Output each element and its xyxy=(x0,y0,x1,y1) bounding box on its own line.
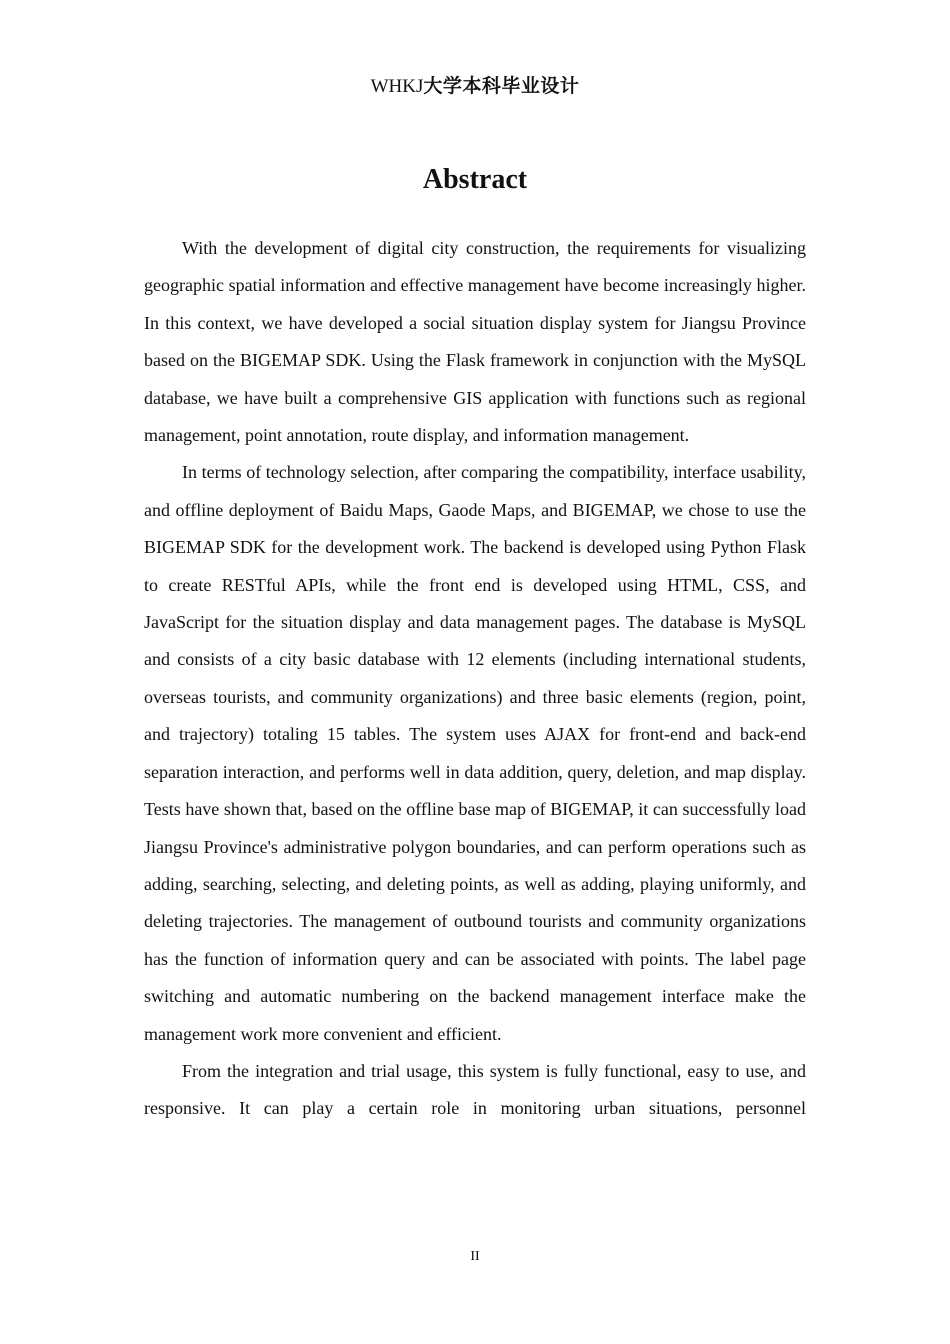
page-title: Abstract xyxy=(422,164,528,195)
running-header xyxy=(0,74,950,99)
abstract-paragraph-2: In terms of technology selection, after comparing the compatibility, interface usability, and offline deployment of Baidu Maps, Gaode Maps, and BIGEMAP, we chose to use the BIGEMAP SDK for the development work. The backend is developed using Python Flask to create RESTful APIs, while the front end is developed using HTML, CSS, and JavaScript for the situation display and data management pages. The database is MySQL and consists of a city basic database with 12 elements (including international students, overseas tourists, and community organizations) and three basic elements (region, point, and trajectory) totaling 15 tables. The system uses AJAX for front-end and back-end separation interaction, and performs well in data addition, query, deletion, and map display. Tests have shown that, based on the offline base map of BIGEMAP, it can successfully load Jiangsu Province's administrative polygon boundaries, and can perform operations such as adding, searching, selecting, and deleting points, as well as adding, playing uniformly, and deleting trajectories. The management of outbound tourists and community organizations has the function of information query and can be associated with points. The label page switching and automatic numbering on the backend management interface make the management work more convenient and efficient. xyxy=(144,462,806,1044)
header-suffix: 大学本科毕业设计 xyxy=(423,75,580,97)
header-prefix: WHKJ xyxy=(370,76,424,97)
abstract-paragraph-3: From the integration and trial usage, this system is fully functional, easy to use, and responsive. It can play a certain role in monitoring urban situations, personnel xyxy=(144,1060,806,1119)
abstract-paragraph-1: With the development of digital city construction, the requirements for visualizing geographic spatial information and effective management have become increasingly higher. In this context, we have developed a social situation display system for Jiangsu Province based on the BIGEMAP SDK. Using the Flask framework in conjunction with the MySQL database, we have built a comprehensive GIS application with functions such as regional management, point annotation, route display, and information management. xyxy=(144,238,806,446)
abstract-body xyxy=(144,230,806,1128)
page-number: II xyxy=(470,1249,480,1264)
